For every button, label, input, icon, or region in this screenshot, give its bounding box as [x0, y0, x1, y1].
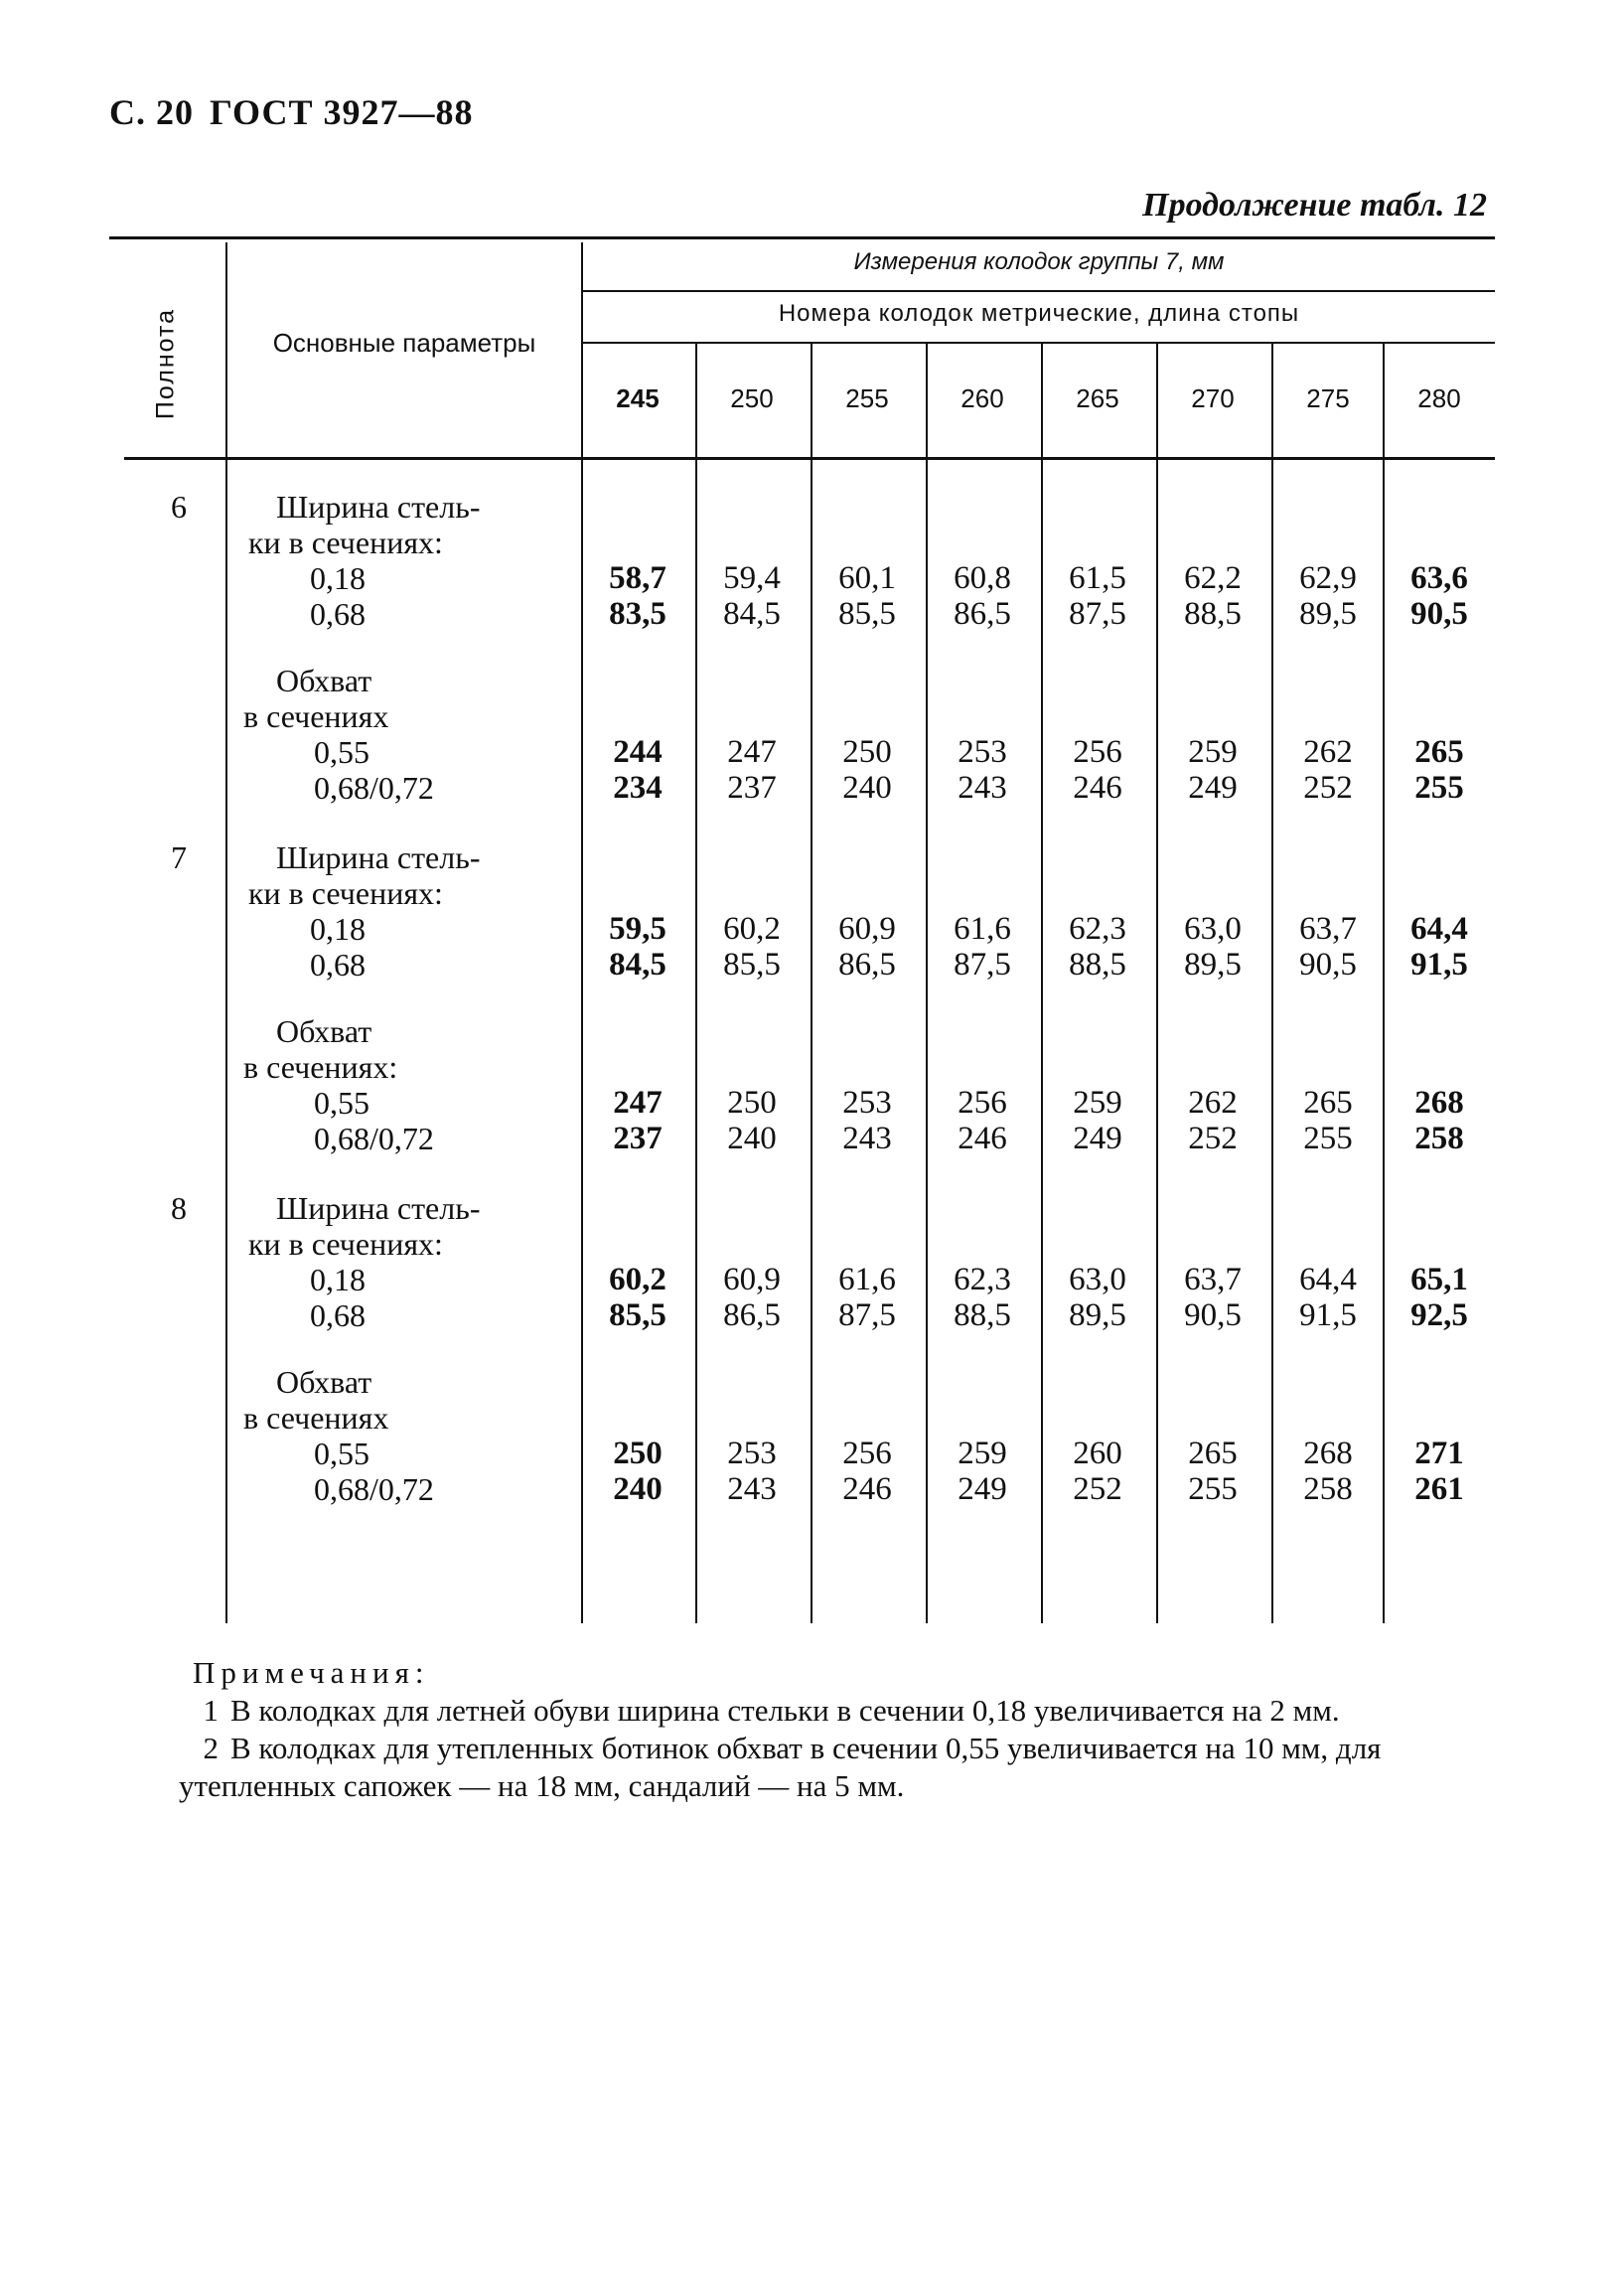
table-cell: 59,4 — [723, 560, 781, 596]
col-divider-4 — [1041, 344, 1043, 1623]
col-divider-7 — [1383, 344, 1385, 1623]
table-cell: 86,5 — [954, 596, 1011, 632]
table-cell: 88,5 — [954, 1297, 1011, 1333]
table-cell: 61,6 — [838, 1262, 896, 1297]
subheader-rule — [583, 342, 1495, 344]
table-cell: 89,5 — [1069, 1297, 1126, 1333]
table-cell: 63,7 — [1184, 1262, 1242, 1297]
param-label-line: в сечениях — [243, 698, 389, 734]
table-cell: 63,6 — [1410, 560, 1468, 596]
table-cell: 240 — [842, 770, 892, 806]
table-cell: 62,3 — [1069, 911, 1126, 947]
param-label-line: Ширина стель- — [276, 839, 481, 875]
table-cell: 60,9 — [838, 911, 896, 947]
table-cell: 243 — [958, 770, 1007, 806]
table-cell: 244 — [613, 734, 663, 770]
table-cell: 268 — [1303, 1436, 1353, 1471]
table-cell: 243 — [727, 1471, 777, 1507]
table-cell: 60,9 — [723, 1262, 781, 1297]
param-label-line: Обхват — [276, 1013, 372, 1049]
table-cell: 252 — [1188, 1121, 1238, 1156]
table-cell: 268 — [1414, 1085, 1464, 1121]
section-label: 0,55 — [314, 734, 369, 770]
table-cell: 60,8 — [954, 560, 1011, 596]
table-cell: 260 — [1073, 1436, 1122, 1471]
section-label: 0,18 — [310, 560, 366, 596]
size-header-cell: 260 — [960, 383, 1004, 413]
table-cell: 65,1 — [1410, 1262, 1468, 1297]
col-divider-2 — [811, 344, 812, 1623]
section-label: 0,68/0,72 — [314, 1471, 434, 1507]
table-cell: 240 — [613, 1471, 663, 1507]
table-cell: 90,5 — [1299, 947, 1357, 983]
size-header-cell: 270 — [1191, 383, 1235, 413]
table-cell: 255 — [1303, 1121, 1353, 1156]
table-cell: 258 — [1303, 1471, 1353, 1507]
table-cell: 252 — [1303, 770, 1353, 806]
col-divider-3 — [926, 344, 928, 1623]
page-label: С. 20 — [109, 92, 194, 132]
param-label-line: Обхват — [276, 1364, 372, 1400]
table-cell: 259 — [958, 1436, 1007, 1471]
table-cell: 83,5 — [609, 596, 666, 632]
table-cell: 60,2 — [609, 1262, 666, 1297]
table-cell: 84,5 — [609, 947, 666, 983]
table-cell: 91,5 — [1410, 947, 1468, 983]
note-number: 2 — [203, 1731, 219, 1765]
table-cell: 89,5 — [1299, 596, 1357, 632]
section-label: 0,68 — [310, 596, 366, 632]
note-text: В колодках для утепленных ботинок обхват в сечении 0,55 увеличивается на 10 мм, для утепленных сапожек — на 18 мм, сандалий — на 5 мм. — [179, 1731, 1382, 1803]
table-cell: 62,9 — [1299, 560, 1357, 596]
size-header-cell: 255 — [845, 383, 889, 413]
size-header-cell: 280 — [1417, 383, 1461, 413]
size-header-cell: 245 — [616, 383, 660, 413]
col-divider-5 — [1156, 344, 1158, 1623]
table-cell: 250 — [613, 1436, 663, 1471]
param-label-line: ки в сечениях: — [248, 875, 443, 911]
table-cell: 63,0 — [1184, 911, 1242, 947]
header-subgroup: Номера колодок метрические, длина стопы — [778, 300, 1300, 327]
section-label: 0,55 — [314, 1436, 369, 1471]
table-cell: 255 — [1188, 1471, 1238, 1507]
notes-title: Примечания: — [193, 1655, 430, 1690]
param-label-line: в сечениях — [243, 1400, 389, 1436]
param-label-line: в сечениях: — [243, 1049, 398, 1085]
table-cell: 61,6 — [954, 911, 1011, 947]
table-cell: 85,5 — [609, 1297, 666, 1333]
table-cell: 88,5 — [1069, 947, 1126, 983]
table-cell: 64,4 — [1299, 1262, 1357, 1297]
fullness-value: 8 — [171, 1190, 187, 1226]
section-label: 0,68/0,72 — [314, 770, 434, 806]
table-cell: 246 — [1073, 770, 1122, 806]
table-cell: 243 — [842, 1121, 892, 1156]
header-bottom-rule — [124, 457, 1495, 460]
table-cell: 234 — [613, 770, 663, 806]
table-cell: 262 — [1303, 734, 1353, 770]
table-cell: 256 — [842, 1436, 892, 1471]
table-cell: 62,3 — [954, 1262, 1011, 1297]
note-item — [179, 1692, 1500, 1730]
table-cell: 86,5 — [723, 1297, 781, 1333]
table-cell: 89,5 — [1184, 947, 1242, 983]
table-cell: 87,5 — [838, 1297, 896, 1333]
table-cell: 87,5 — [1069, 596, 1126, 632]
section-label: 0,68/0,72 — [314, 1121, 434, 1156]
table-cell: 256 — [958, 1085, 1007, 1121]
table-cell: 259 — [1188, 734, 1238, 770]
table-cell: 63,7 — [1299, 911, 1357, 947]
table-cell: 59,5 — [609, 911, 666, 947]
table-cell: 240 — [727, 1121, 777, 1156]
param-label-line: Ширина стель- — [276, 1190, 481, 1226]
page-header — [109, 91, 473, 133]
table-cell: 87,5 — [954, 947, 1011, 983]
table-cell: 256 — [1073, 734, 1122, 770]
table-cell: 246 — [958, 1121, 1007, 1156]
table-cell: 237 — [727, 770, 777, 806]
param-label-line: ки в сечениях: — [248, 525, 443, 560]
table-cell: 265 — [1188, 1436, 1238, 1471]
note-number: 1 — [203, 1693, 219, 1728]
table-cell: 63,0 — [1069, 1262, 1126, 1297]
table-cell: 60,2 — [723, 911, 781, 947]
table-cell: 250 — [842, 734, 892, 770]
param-label-line: ки в сечениях: — [248, 1226, 443, 1262]
table-cell: 253 — [727, 1436, 777, 1471]
table-cell: 253 — [958, 734, 1007, 770]
table-cell: 265 — [1303, 1085, 1353, 1121]
table-cell: 85,5 — [723, 947, 781, 983]
table-cell: 90,5 — [1184, 1297, 1242, 1333]
note-item — [179, 1730, 1500, 1805]
table-cell: 85,5 — [838, 596, 896, 632]
size-header-cell: 275 — [1306, 383, 1350, 413]
notes — [179, 1654, 1500, 1805]
table-cell: 271 — [1414, 1436, 1464, 1471]
note-text: В колодках для летней обуви ширина стельки в сечении 0,18 увеличивается на 2 мм. — [230, 1693, 1340, 1728]
table-cell: 64,4 — [1410, 911, 1468, 947]
table-cell: 247 — [727, 734, 777, 770]
table-cell: 91,5 — [1299, 1297, 1357, 1333]
table-cell: 61,5 — [1069, 560, 1126, 596]
header-group: Измерения колодок группы 7, мм — [853, 248, 1225, 275]
table-cell: 265 — [1414, 734, 1464, 770]
group-header-rule — [583, 290, 1495, 292]
table-cell: 247 — [613, 1085, 663, 1121]
table-cell: 249 — [1073, 1121, 1122, 1156]
section-label: 0,68 — [310, 947, 366, 983]
table-cell: 249 — [958, 1471, 1007, 1507]
size-header-cell: 265 — [1076, 383, 1119, 413]
table-cell: 250 — [727, 1085, 777, 1121]
standard-number: ГОСТ 3927—88 — [210, 92, 474, 132]
header-params: Основные параметры — [272, 328, 536, 358]
table-cell: 88,5 — [1184, 596, 1242, 632]
table-cell: 255 — [1414, 770, 1464, 806]
table-cell: 259 — [1073, 1085, 1122, 1121]
table-cell: 252 — [1073, 1471, 1122, 1507]
table-cell: 253 — [842, 1085, 892, 1121]
table-cell: 62,2 — [1184, 560, 1242, 596]
table-cell: 237 — [613, 1121, 663, 1156]
table-cell: 60,1 — [838, 560, 896, 596]
param-label-line: Обхват — [276, 663, 372, 698]
table-cell: 58,7 — [609, 560, 666, 596]
section-label: 0,68 — [310, 1297, 366, 1333]
table-cell: 84,5 — [723, 596, 781, 632]
table-top-rule — [109, 236, 1495, 239]
table-cell: 246 — [842, 1471, 892, 1507]
notes-list — [179, 1692, 1500, 1805]
table-cell: 258 — [1414, 1121, 1464, 1156]
col-divider-1 — [695, 344, 697, 1623]
table-continuation-caption: Продолжение табл. 12 — [1142, 187, 1487, 224]
table-cell: 261 — [1414, 1471, 1464, 1507]
table-cell: 92,5 — [1410, 1297, 1468, 1333]
param-label-line: Ширина стель- — [276, 489, 481, 525]
section-label: 0,18 — [310, 1262, 366, 1297]
size-header-cell: 250 — [730, 383, 774, 413]
table-cell: 90,5 — [1410, 596, 1468, 632]
fullness-value: 6 — [171, 489, 187, 525]
fullness-value: 7 — [171, 839, 187, 875]
table-cell: 249 — [1188, 770, 1238, 806]
col-divider-6 — [1271, 344, 1273, 1623]
section-label: 0,55 — [314, 1085, 369, 1121]
table-cell: 86,5 — [838, 947, 896, 983]
table-cell: 262 — [1188, 1085, 1238, 1121]
section-label: 0,18 — [310, 911, 366, 947]
col-divider-fullness — [225, 242, 227, 1623]
